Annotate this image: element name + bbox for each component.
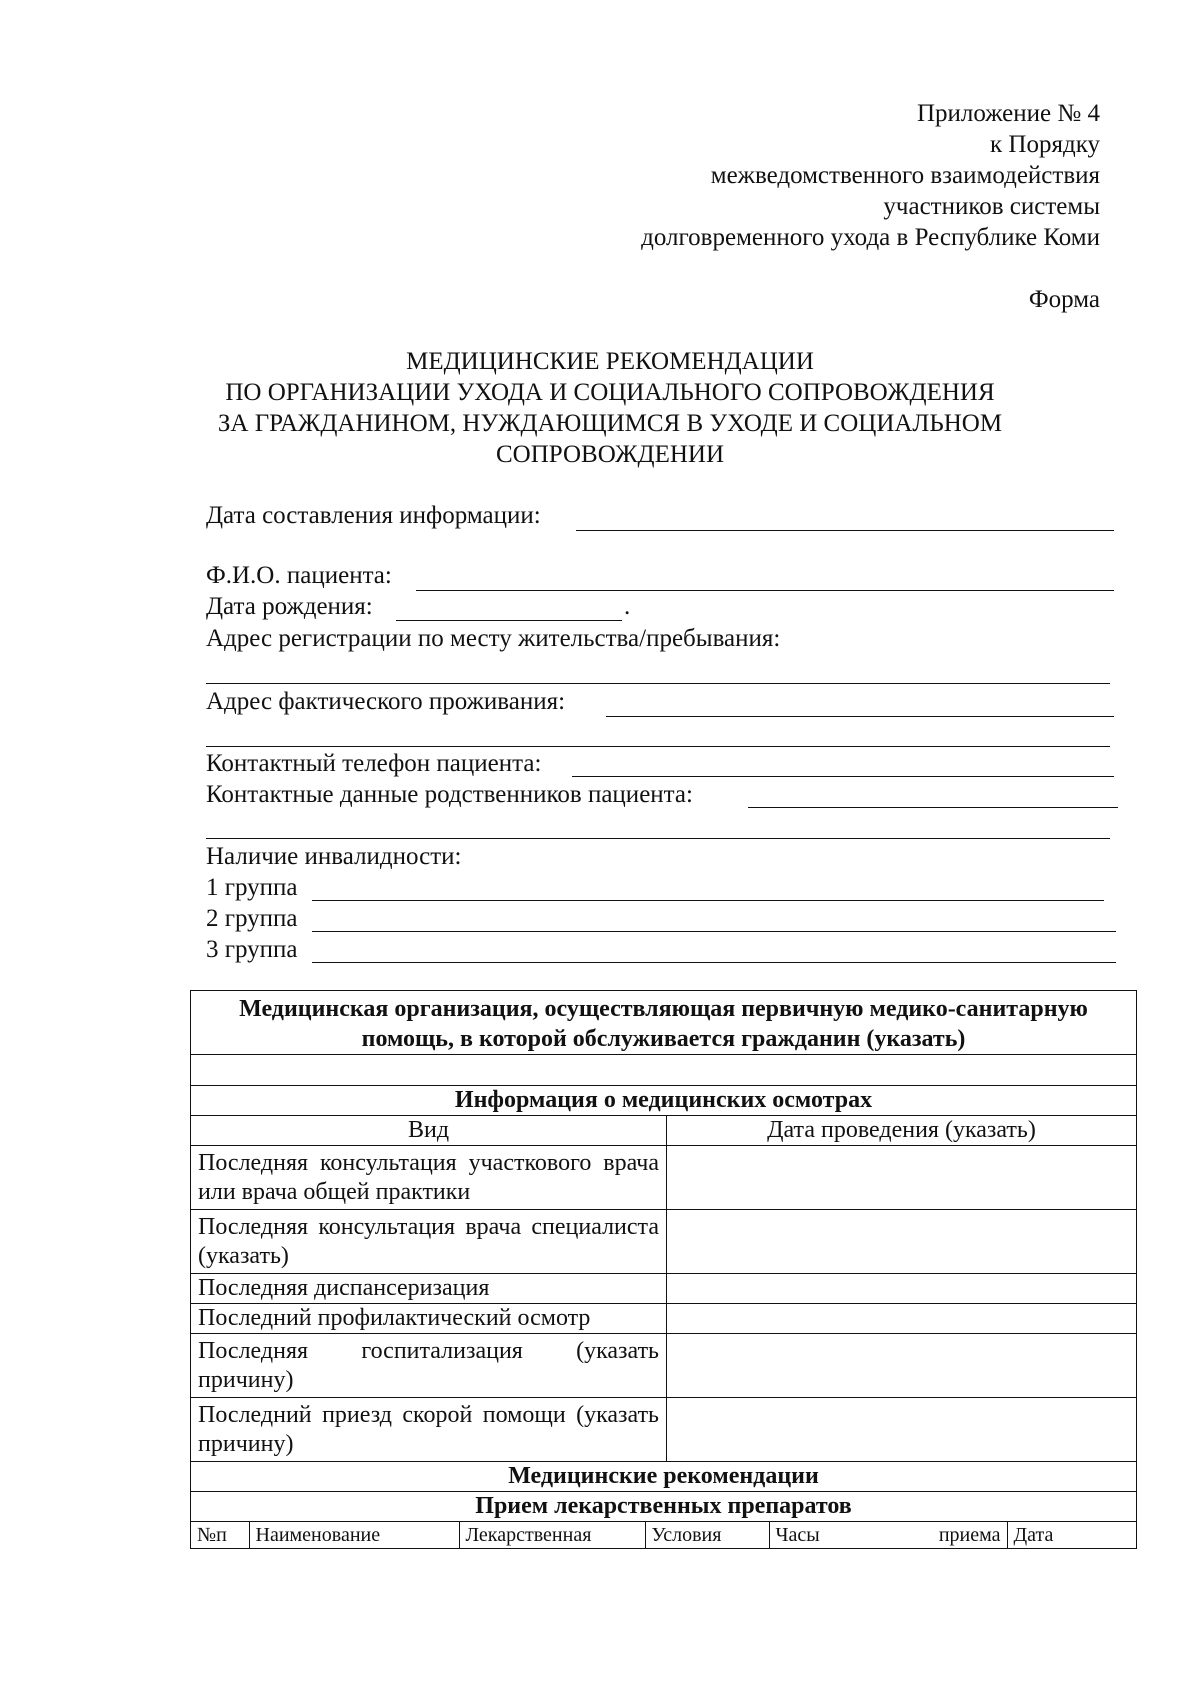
table-row	[191, 1274, 1137, 1304]
org-value-cell[interactable]	[191, 1055, 1137, 1086]
relatives-contacts-line-2[interactable]	[206, 838, 1110, 839]
table-row	[191, 1304, 1137, 1334]
appendix-line: долговременного ухода в Республике Коми	[641, 224, 1100, 251]
drugs-columns-cell	[191, 1522, 1137, 1549]
date-compiled-label: Дата составления информации:	[206, 502, 541, 529]
exam-date-cell[interactable]	[667, 1210, 1137, 1274]
table-row	[191, 1398, 1137, 1462]
exam-type-cell: Последний приезд скорой помощи (указать причину)	[191, 1398, 667, 1462]
table-row	[191, 1522, 1137, 1548]
title-line: СОПРОВОЖДЕНИИ	[495, 441, 725, 468]
col-type-header: Вид	[191, 1116, 667, 1146]
drug-col-date: Дата	[1013, 1524, 1054, 1546]
birth-date-end: .	[624, 593, 631, 620]
org-header: Медицинская организация, осуществляющая первичную медико-санитарную помощь, в которой обслуживается гражданин (указать)	[191, 991, 1137, 1055]
group2-line[interactable]	[312, 931, 1116, 932]
group1-line[interactable]	[312, 900, 1104, 901]
group1-label: 1 группа	[206, 874, 298, 901]
patient-phone-label: Контактный телефон пациента:	[206, 750, 542, 777]
relatives-contacts-line[interactable]	[748, 807, 1118, 808]
exam-type-cell: Последняя консультация врача специалиста (указать)	[191, 1210, 667, 1274]
title-line: ПО ОРГАНИЗАЦИИ УХОДА И СОЦИАЛЬНОГО СОПРОВОЖДЕНИЯ	[225, 379, 995, 406]
exam-type-cell: Последний профилактический осмотр	[191, 1304, 667, 1334]
actual-address-label: Адрес фактического проживания:	[206, 688, 566, 715]
drug-col-conditions: Условия	[645, 1522, 769, 1548]
drugs-header: Прием лекарственных препаратов	[191, 1492, 1137, 1522]
recommendations-header-row	[191, 1462, 1137, 1492]
exams-header-row	[191, 1086, 1137, 1116]
patient-phone-line[interactable]	[572, 776, 1114, 777]
drugs-columns-row	[191, 1522, 1137, 1549]
title-line: ЗА ГРАЖДАНИНОМ, НУЖДАЮЩИМСЯ В УХОДЕ И СОЦИАЛЬНОМ	[217, 410, 1003, 437]
col-date-header: Дата проведения (указать)	[667, 1116, 1137, 1146]
drug-col-name: Наименование	[249, 1522, 459, 1548]
drug-col-form: Лекарственная	[459, 1522, 645, 1548]
birth-date-line[interactable]	[396, 620, 622, 621]
relatives-contacts-label: Контактные данные родственников пациента:	[206, 781, 693, 808]
title-line: МЕДИЦИНСКИЕ РЕКОМЕНДАЦИИ	[406, 348, 814, 375]
exam-type-cell: Последняя госпитализация (указать причину)	[191, 1334, 667, 1398]
exams-columns-row	[191, 1116, 1137, 1146]
drugs-header-row	[191, 1492, 1137, 1522]
exam-date-cell[interactable]	[667, 1146, 1137, 1210]
group3-label: 3 группа	[206, 936, 298, 963]
org-header-row	[191, 991, 1137, 1055]
table-row	[191, 1146, 1137, 1210]
patient-name-label: Ф.И.О. пациента:	[206, 562, 392, 589]
drugs-columns-table	[191, 1522, 1137, 1548]
reg-address-label: Адрес регистрации по месту жительства/пребывания:	[206, 625, 781, 652]
exam-date-cell[interactable]	[667, 1274, 1137, 1304]
org-value-row	[191, 1055, 1137, 1086]
disability-label: Наличие инвалидности:	[206, 843, 462, 870]
patient-name-line[interactable]	[416, 590, 1114, 591]
drug-col-intake-word: приема	[938, 1524, 1001, 1546]
table-row	[191, 1210, 1137, 1274]
table-row	[191, 1334, 1137, 1398]
exam-type-cell: Последняя диспансеризация	[191, 1274, 667, 1304]
reg-address-line[interactable]	[206, 683, 1110, 684]
exam-date-cell[interactable]	[667, 1334, 1137, 1398]
medical-info-table	[190, 990, 1137, 1549]
actual-address-line[interactable]	[606, 716, 1114, 717]
drug-col-hours	[769, 1522, 1007, 1548]
group2-label: 2 группа	[206, 905, 298, 932]
form-label: Форма	[1028, 286, 1100, 313]
appendix-line: межведомственного взаимодействия	[710, 162, 1100, 189]
document-title	[170, 346, 1050, 470]
group3-line[interactable]	[312, 962, 1116, 963]
drug-col-hours-word: Часы	[775, 1524, 820, 1546]
exam-date-cell[interactable]	[667, 1398, 1137, 1462]
appendix-line: Приложение № 4	[916, 100, 1100, 127]
exams-header: Информация о медицинских осмотрах	[191, 1086, 1137, 1116]
actual-address-line-2[interactable]	[206, 746, 1110, 747]
exam-type-cell: Последняя консультация участкового врача или врача общей практики	[191, 1146, 667, 1210]
exam-date-cell[interactable]	[667, 1304, 1137, 1334]
birth-date-label: Дата рождения:	[206, 593, 373, 620]
recommendations-header: Медицинские рекомендации	[191, 1462, 1137, 1492]
appendix-header	[641, 98, 1100, 253]
drug-col-number: №п	[191, 1522, 249, 1548]
appendix-line: к Порядку	[990, 131, 1100, 158]
date-compiled-line[interactable]	[576, 530, 1114, 531]
appendix-line: участников системы	[883, 193, 1100, 220]
